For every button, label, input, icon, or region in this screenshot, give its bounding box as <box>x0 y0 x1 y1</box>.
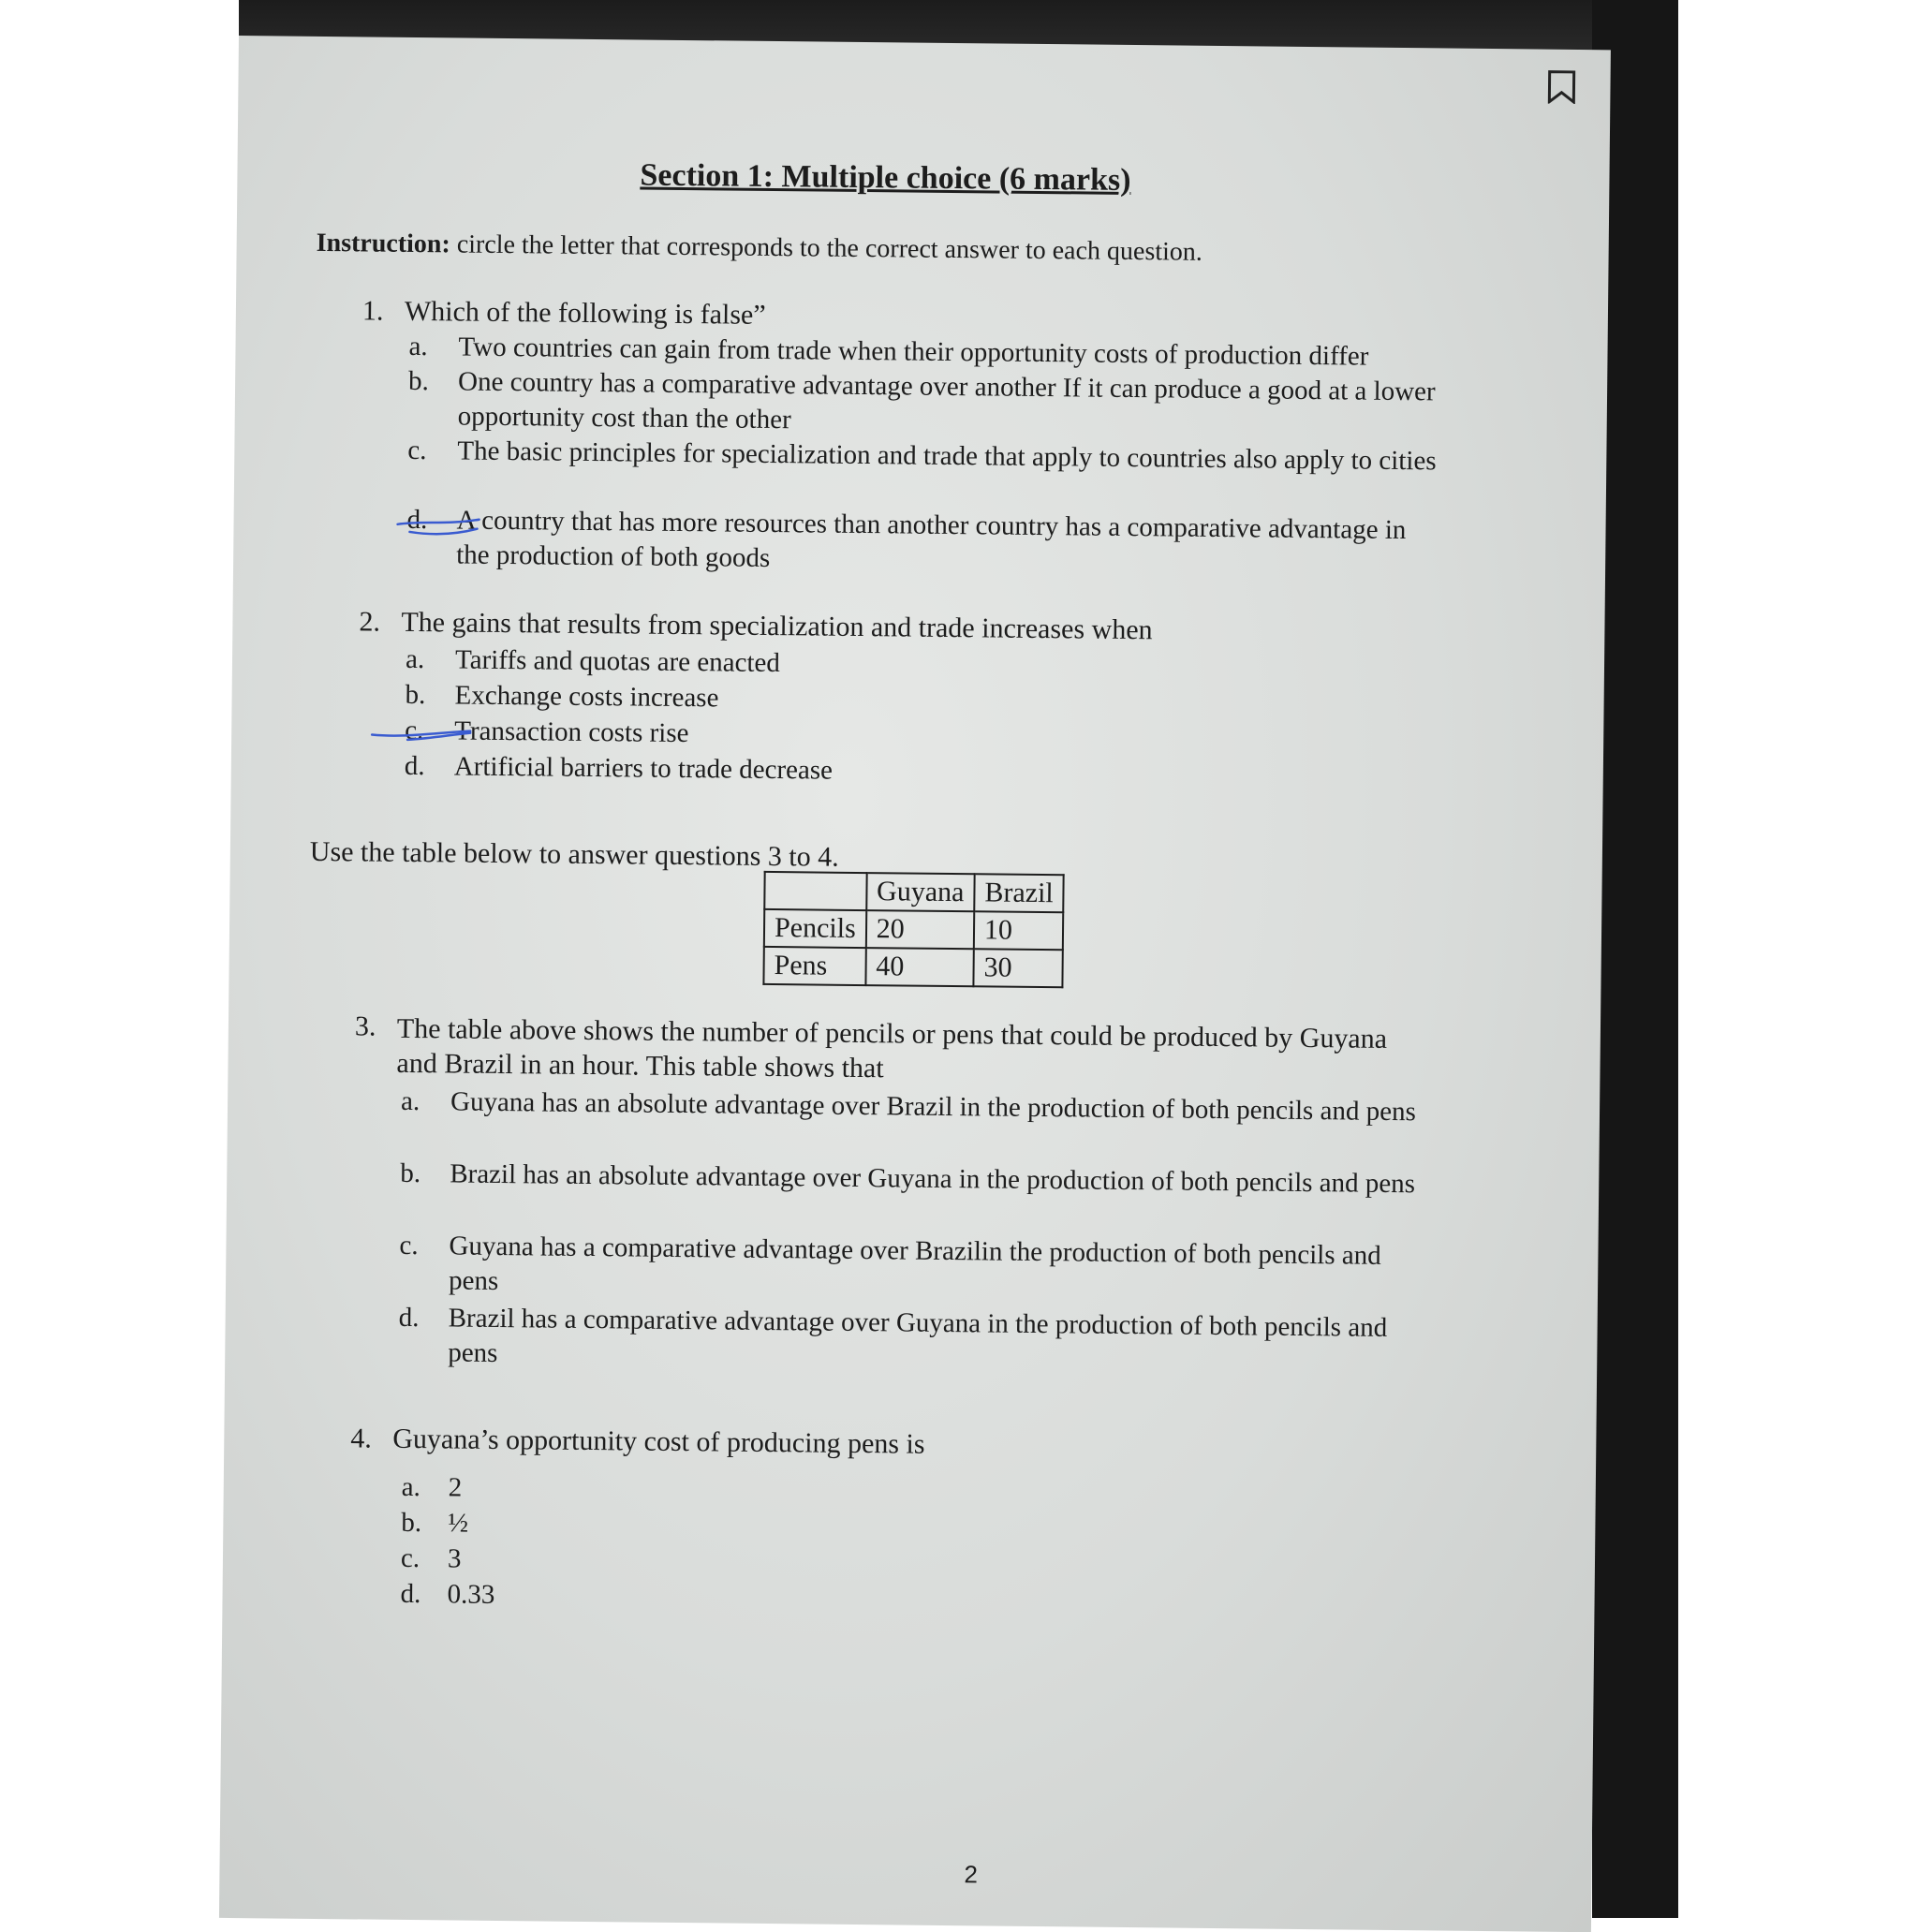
table-cell: 30 <box>973 949 1063 987</box>
document-page <box>219 36 1611 1932</box>
option-letter: a. <box>401 1471 421 1503</box>
option-letter: a. <box>408 331 428 362</box>
table-cell: 20 <box>866 910 975 949</box>
option-letter: d. <box>400 1578 421 1610</box>
question-text: Guyana’s opportunity cost of producing pens is <box>392 1423 925 1460</box>
table-header-cell <box>764 872 866 910</box>
question-text: Which of the following is false” <box>404 295 766 331</box>
option-letter: d. <box>406 504 428 536</box>
option-text: 3 <box>447 1543 462 1574</box>
production-table <box>762 871 1065 988</box>
option-text: Guyana has an absolute advantage over Brazil in the production of both pencils and pens <box>450 1086 1417 1128</box>
table-header-cell: Brazil <box>974 874 1064 912</box>
option-letter: a. <box>400 1085 420 1117</box>
option-letter: c. <box>407 435 427 466</box>
table-cell: 10 <box>974 911 1064 950</box>
option-letter: d. <box>404 750 425 782</box>
option-letter: b. <box>400 1158 421 1189</box>
page-number: 2 <box>964 1860 979 1889</box>
bookmark-icon[interactable] <box>1547 70 1575 104</box>
question-text: The gains that results from specialization and trade increases when <box>401 606 1153 646</box>
question-text: The table above shows the number of pencils or pens that could be produced by Guyana and Brazil in an hour. This table shows that <box>396 1012 1388 1084</box>
option-text: Transaction costs rise <box>454 715 689 749</box>
option-letter: b. <box>407 365 430 397</box>
question-number: 3. <box>354 1010 376 1042</box>
instruction <box>317 229 1203 268</box>
table-row <box>764 909 1064 950</box>
option-text: Tariffs and quotas are enacted <box>454 644 781 679</box>
option-letter: b. <box>405 679 426 711</box>
option-text: 2 <box>448 1472 463 1503</box>
instruction-label: Instruction: <box>316 228 450 259</box>
table-instruction: Use the table below to answer questions 3 to 4. <box>309 835 839 873</box>
question-number: 1. <box>361 295 384 327</box>
instruction-text: circle the letter that corresponds to the correct answer to each question. <box>450 229 1203 267</box>
table-cell: Pencils <box>764 909 866 948</box>
option-text: The basic principles for specialization and trade that apply to countries also apply to cities <box>457 435 1437 477</box>
option-letter: c. <box>405 715 424 746</box>
option-text: Brazil has an absolute advantage over Guyana in the production of both pencils and pens <box>450 1158 1416 1200</box>
option-letter: c. <box>400 1542 420 1574</box>
option-text: 0.33 <box>447 1579 495 1610</box>
question-number: 2. <box>359 606 381 638</box>
option-letter: d. <box>398 1302 420 1334</box>
table-row <box>763 947 1063 987</box>
table-header-cell: Guyana <box>866 873 975 911</box>
option-text: ½ <box>448 1508 469 1539</box>
table-header-row <box>764 872 1064 912</box>
option-letter: c. <box>399 1230 419 1261</box>
option-text: Exchange costs increase <box>454 680 719 714</box>
option-letter: a. <box>405 643 425 675</box>
table-cell: 40 <box>865 948 974 986</box>
option-text: A country that has more resources than another country has a comparative advantage in the production of both goods <box>456 505 1407 573</box>
section-title: Section 1: Multiple choice (6 marks) <box>640 157 1131 198</box>
option-text: Artificial barriers to trade decrease <box>453 751 834 786</box>
option-text: Brazil has a comparative advantage over Guyana in the production of both pencils and pens <box>448 1303 1388 1368</box>
option-letter: b. <box>401 1507 422 1539</box>
table-cell: Pens <box>763 947 865 985</box>
option-text: Two countries can gain from trade when their opportunity costs of production differ <box>458 332 1369 372</box>
question-number: 4. <box>350 1423 372 1454</box>
option-text: Guyana has a comparative advantage over Brazilin the production of both pencils and pens <box>448 1231 1381 1296</box>
option-text: One country has a comparative advantage over another If it can produce a good at a lower opportunity cost than the other <box>457 366 1436 435</box>
